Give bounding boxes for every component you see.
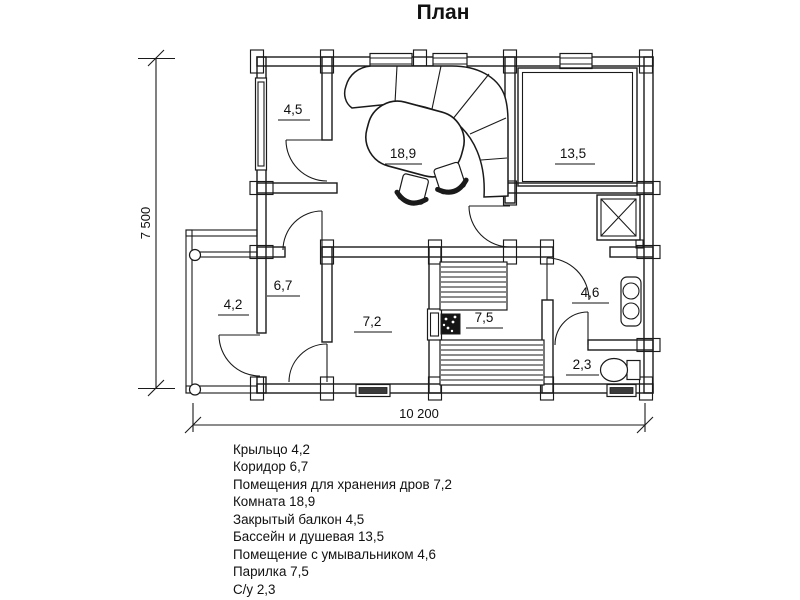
wall-balcony-bottom — [257, 183, 337, 193]
furnace — [597, 195, 643, 248]
wall-mid-b — [322, 247, 553, 257]
legend-item-porch: Крыльцо 4,2 — [233, 442, 310, 457]
room-area-label-sauna: 7,5 — [474, 310, 494, 325]
legend-item-wc: С/у 2,3 — [233, 581, 276, 597]
room-area-label-washroom: 4,6 — [580, 285, 600, 300]
sauna-bench — [440, 340, 544, 385]
door-swing — [219, 335, 260, 376]
window — [560, 54, 592, 69]
wall-wc-top — [588, 340, 653, 350]
wall-mid-a — [257, 247, 285, 257]
wall-exterior-left-lower — [257, 377, 266, 393]
room-area-label-corridor: 6,7 — [273, 278, 293, 293]
chair — [395, 173, 431, 206]
log-end-bottom — [190, 384, 201, 395]
toilet — [601, 359, 641, 382]
door-swing — [286, 140, 327, 181]
legend-item-sauna: Парилка 7,5 — [233, 564, 309, 580]
vent-window — [356, 385, 390, 397]
window — [428, 309, 442, 340]
dimension-width — [185, 403, 653, 433]
wall-corridor-storage — [322, 247, 332, 342]
porch-rail — [192, 252, 257, 257]
legend — [233, 441, 452, 598]
room-area-label-porch: 4,2 — [223, 297, 243, 312]
dimension-width-label: 10 200 — [399, 406, 439, 421]
room-area-label-room: 18,9 — [389, 146, 417, 161]
dimension-height-label: 7 500 — [138, 206, 153, 240]
room-area-label-pool-shower: 13,5 — [559, 146, 587, 161]
sauna-bench — [440, 262, 507, 310]
porch-wall-top — [186, 230, 257, 236]
door-swing — [283, 211, 322, 250]
sauna-stove — [441, 314, 460, 334]
door-swing — [555, 312, 588, 345]
room-area-label-wood-storage: 7,2 — [362, 314, 382, 329]
legend-item-washroom: Помещение с умывальником 4,6 — [233, 546, 436, 562]
legend-item-wood-storage: Помещения для хранения дров 7,2 — [233, 476, 452, 492]
legend-item-pool-shower: Бассейн и душевая 13,5 — [233, 529, 385, 545]
legend-item-corridor: Коридор 6,7 — [233, 459, 309, 475]
wall-mid-c — [610, 247, 653, 257]
legend-item-closed-balcony: Закрытый балкон 4,5 — [233, 511, 365, 527]
room-area-label-wc: 2,3 — [572, 357, 592, 372]
door-swing — [289, 344, 327, 382]
dimension-height — [138, 50, 175, 396]
pool — [518, 68, 637, 186]
vent-window — [607, 385, 636, 397]
wall-pool-bottom — [505, 183, 653, 193]
legend-item-room: Комната 18,9 — [233, 494, 316, 510]
wall-balcony-right — [322, 57, 332, 140]
plan-title: План — [416, 1, 470, 24]
room-area-label-closed-balcony: 4,5 — [283, 102, 303, 117]
window — [256, 78, 267, 170]
wall-exterior-right — [644, 57, 653, 393]
furniture — [345, 66, 643, 385]
washbasin — [621, 277, 641, 326]
log-end-top — [190, 250, 201, 261]
porch-structure — [186, 230, 257, 395]
